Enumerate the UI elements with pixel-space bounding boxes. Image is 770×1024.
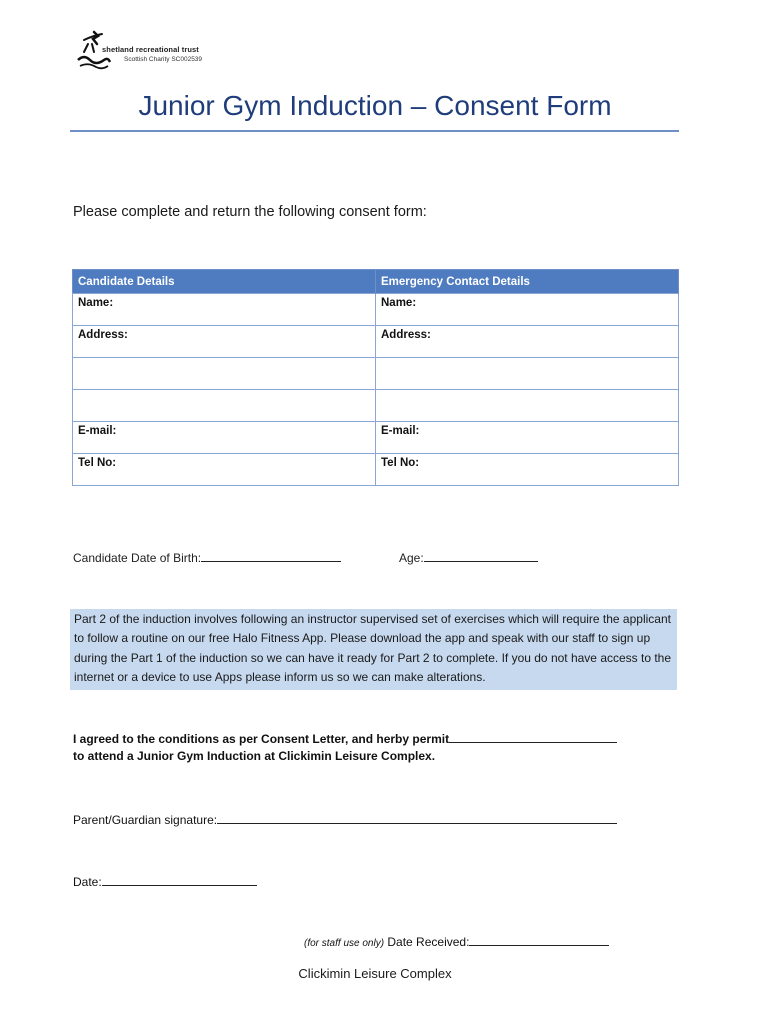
emergency-email-field[interactable]: E-mail: [376, 422, 679, 454]
candidate-address-field[interactable]: Address: [73, 326, 376, 358]
dob-row [73, 549, 341, 565]
logo-name: shetland recreational trust [102, 45, 199, 54]
age-row [399, 549, 538, 565]
staff-use-note: (for staff use only) [304, 938, 385, 949]
date-received-input-line[interactable] [469, 933, 609, 946]
table-row [73, 390, 679, 422]
page-title: Junior Gym Induction – Consent Form [138, 90, 612, 121]
details-table [72, 269, 679, 486]
agreement-line-2: to attend a Junior Gym Induction at Clickimin Leisure Complex. [73, 749, 436, 763]
candidate-tel-field[interactable]: Tel No: [73, 454, 376, 486]
date-received-label: Date Received: [387, 935, 470, 949]
title-divider [70, 130, 679, 132]
emergency-tel-field[interactable]: Tel No: [376, 454, 679, 486]
table-row [73, 294, 679, 326]
emergency-name-field[interactable]: Name: [376, 294, 679, 326]
agreement-line-1 [73, 730, 617, 746]
emergency-address-field[interactable]: Address: [376, 326, 679, 358]
candidate-email-field[interactable]: E-mail: [73, 422, 376, 454]
staff-use-row [304, 933, 609, 949]
table-row [73, 422, 679, 454]
date-label: Date: [73, 875, 102, 889]
logo-charity-number: Scottish Charity SC002539 [124, 56, 203, 63]
table-row [73, 454, 679, 486]
signature-input-line[interactable] [217, 811, 617, 824]
agreement-text: I agreed to the conditions as per Consent Letter, and herby permit [73, 732, 450, 746]
age-label: Age: [399, 551, 424, 565]
date-input-line[interactable] [102, 873, 257, 886]
table-row [73, 326, 679, 358]
candidate-name-field[interactable]: Name: [73, 294, 376, 326]
permit-name-input-line[interactable] [449, 730, 617, 743]
age-input-line[interactable] [424, 549, 538, 562]
signature-label: Parent/Guardian signature: [73, 813, 218, 827]
signature-row [73, 811, 617, 827]
emergency-address-line2-field[interactable] [376, 358, 679, 390]
date-row [73, 873, 257, 889]
table-row [73, 358, 679, 390]
emergency-address-line3-field[interactable] [376, 390, 679, 422]
details-header-row [73, 270, 679, 294]
dob-label: Candidate Date of Birth: [73, 551, 202, 565]
dob-input-line[interactable] [201, 549, 341, 562]
induction-note: Part 2 of the induction involves following an instructor supervised set of exercises which will require the applicant to follow a routine on our free Halo Fitness App. Please download the app and speak with our staff to sign up during the Part 1 of the induction so we can have it ready for Part 2 to complete. If you do not have access to the internet or a device to use Apps please inform us so we can make alterations. [70, 609, 677, 690]
candidate-address-line3-field[interactable] [73, 390, 376, 422]
intro-text: Please complete and return the following consent form: [73, 204, 427, 220]
candidate-address-line2-field[interactable] [73, 358, 376, 390]
candidate-details-header: Candidate Details [73, 270, 376, 294]
emergency-contact-header: Emergency Contact Details [376, 270, 679, 294]
footer-text: Clickimin Leisure Complex [298, 966, 452, 981]
